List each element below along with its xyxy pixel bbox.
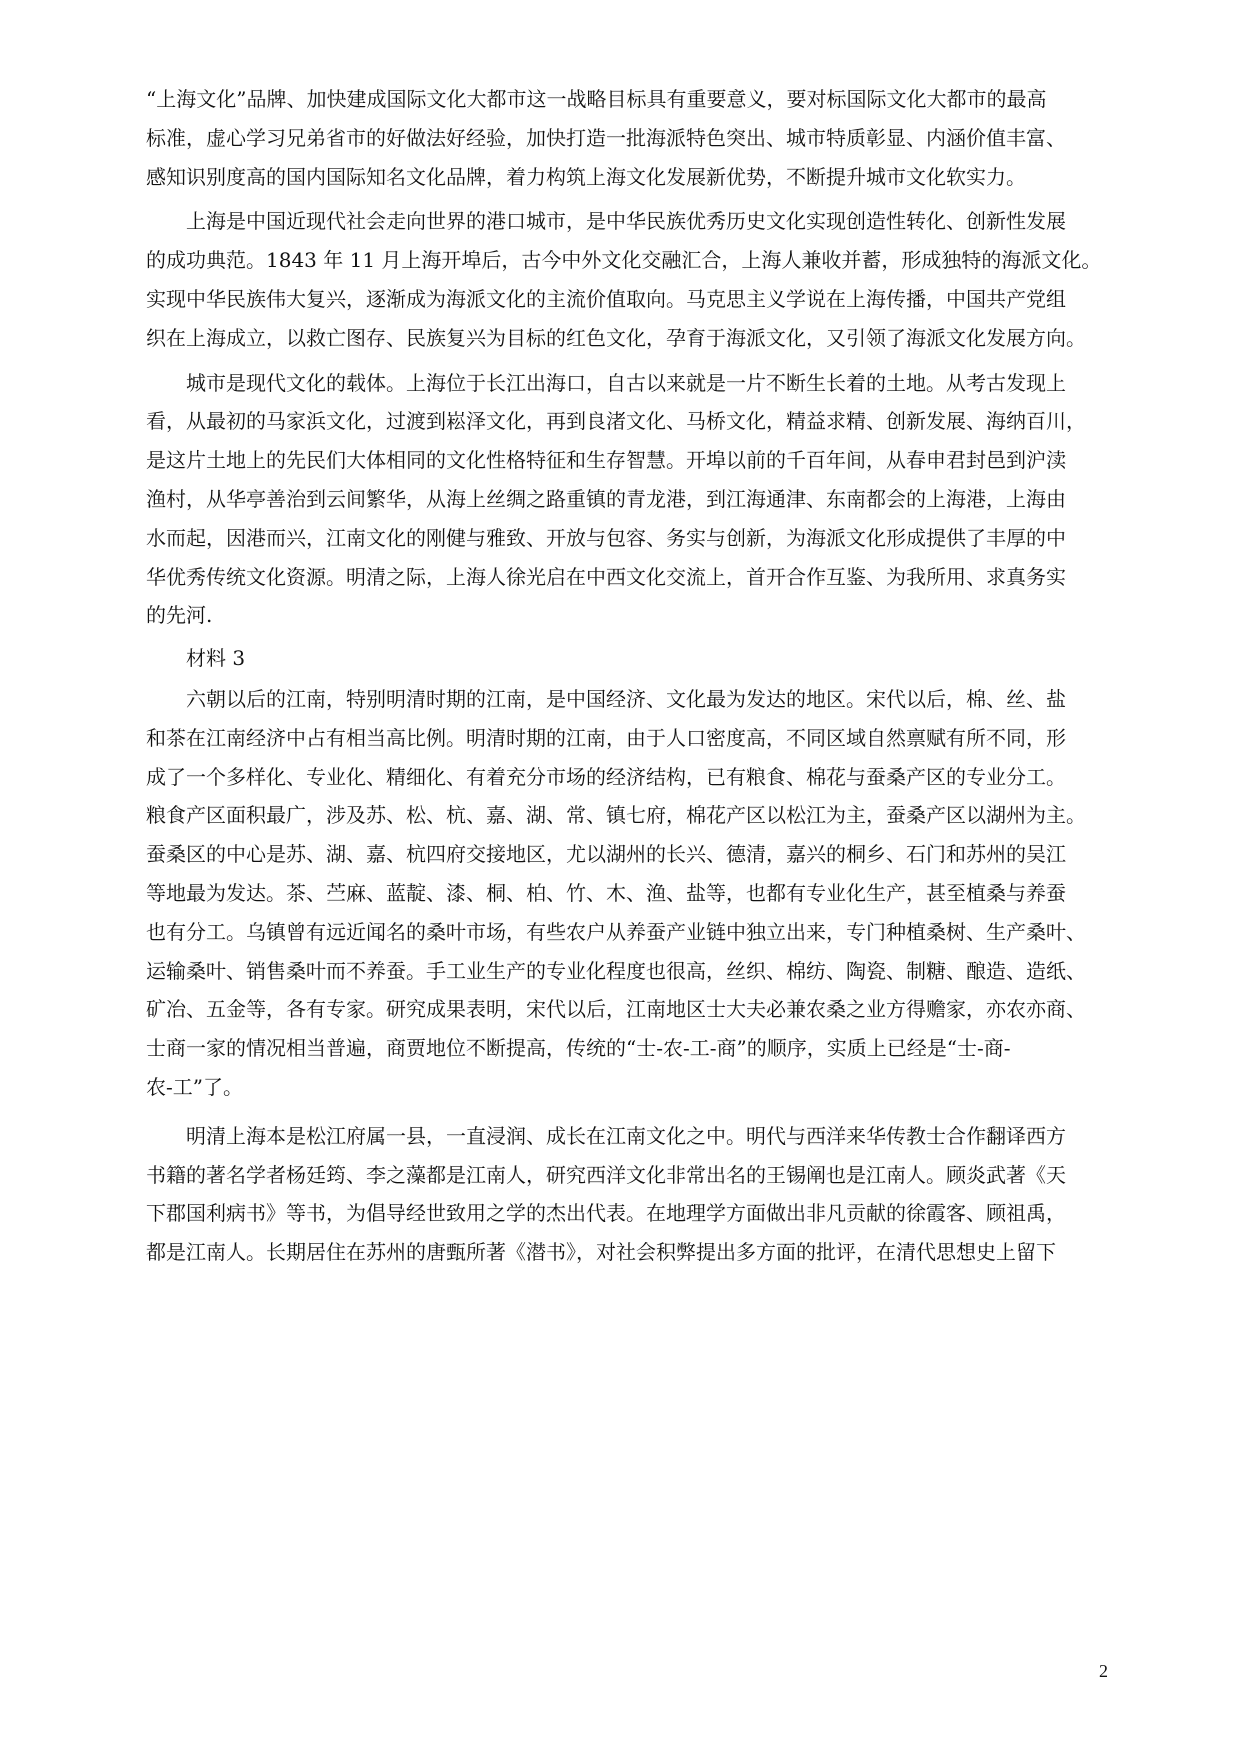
material-label: 材料 3 <box>186 646 246 671</box>
document-body <box>146 80 1108 1272</box>
paragraph-ming-qing-shanghai: 明清上海本是松江府属一县，一直浸润、成长在江南文化之中。明代与西洋来华传教士合作翻译西方 书籍的著名学者杨廷筠、李之藻都是江南人，研究西洋文化非常出名的王锡阐也是江南人。顾炎武著《天 下郡国利病书》等书，为倡导经世致用之学的杰出代表。在地理学方面做出非凡贡献的徐霞客、顾祖禹， 都是江南人。长期居住在苏州的唐甄所著《潜书》，对社会积弊提出多方面的批评，在清代思想史上留下 <box>146 1123 1066 1265</box>
paragraph-city-culture-carrier: 城市是现代文化的载体。上海位于长江出海口，自古以来就是一片不断生长着的土地。从考古发现上 看，从最初的马家浜文化，过渡到崧泽文化，再到良渚文化、马桥文化，精益求精、创新发展、海纳百川， 是这片土地上的先民们大体相同的文化性格特征和生存智慧。开埠以前的千百年间，从春申君封邑到沪渎 渔村，从华亭善治到云间繁华，从海上丝绸之路重镇的青龙港，到江海通津、东南都会的上海港，上海由 水而起，因港而兴，江南文化的刚健与雅致、开放与包容、务实与创新，为海派文化形成提供了丰厚的中 华优秀传统文化资源。明清之际，上海人徐光启在中西文化交流上，首开合作互鉴、为我所用、求真务实 的先河. <box>146 370 1086 628</box>
paragraph-shanghai-culture-brand: “上海文化”品牌、加快建成国际文化大都市这一战略目标具有重要意义，要对标国际文化大都市的最高 标准，虚心学习兄弟省市的好做法好经验，加快打造一批海派特色突出、城市特质彰显、内涵价值丰富、 感知识别度高的国内国际知名文化品牌，着力构筑上海文化发展新优势，不断提升城市文化软实力。 <box>146 87 1066 189</box>
page-number: 2 <box>1099 1661 1108 1681</box>
paragraph-jiangnan-economy: 六朝以后的江南，特别明清时期的江南，是中国经济、文化最为发达的地区。宋代以后，棉、丝、盐 和茶在江南经济中占有相当高比例。明清时期的江南，由于人口密度高，不同区域自然禀赋有所不同，形 成了一个多样化、专业化、精细化、有着充分市场的经济结构，已有粮食、棉花与蚕桑产区的专业分工。 粮食产区面积最广，涉及苏、松、杭、嘉、湖、常、镇七府，棉花产区以松江为主，蚕桑产区以湖州为主。 蚕桑区的中心是苏、湖、嘉、杭四府交接地区，尤以湖州的长兴、德清，嘉兴的桐乡、石门和苏州的吴江 等地最为发达。茶、苎麻、蓝靛、漆、桐、柏、竹、木、渔、盐等，也都有专业化生产，甚至植桑与养蚕 也有分工。乌镇曾有远近闻名的桑叶市场，有些农户从养蚕产业链中独立出来，专门种植桑树、生产桑叶、 运输桑叶、销售桑叶而不养蚕。手工业生产的专业化程度也很高，丝织、棉纺、陶瓷、制糖、酿造、造纸、 矿冶、五金等，各有专家。研究成果表明，宋代以后，江南地区士大夫必兼农桑之业方得赡家，亦农亦商、 士商一家的情况相当普遍，商贾地位不断提高，传统的“士-农-工-商”的顺序，实质上已经是“士-商- 农-工”了。 <box>146 686 1086 1099</box>
paragraph-shanghai-port-city: 上海是中国近现代社会走向世界的港口城市，是中华民族优秀历史文化实现创造性转化、创新性发展 的成功典范。1843 年 11 月上海开埠后，古今中外文化交融汇合，上海人兼收并蓄，形成独特的海派文化。 实现中华民族伟大复兴，逐渐成为海派文化的主流价值取向。马克思主义学说在上海传播，中国共产党组 织在上海成立，以救亡图存、民族复兴为目标的红色文化，孕育于海派文化，又引领了海派文化发展方向。 <box>146 209 1102 350</box>
